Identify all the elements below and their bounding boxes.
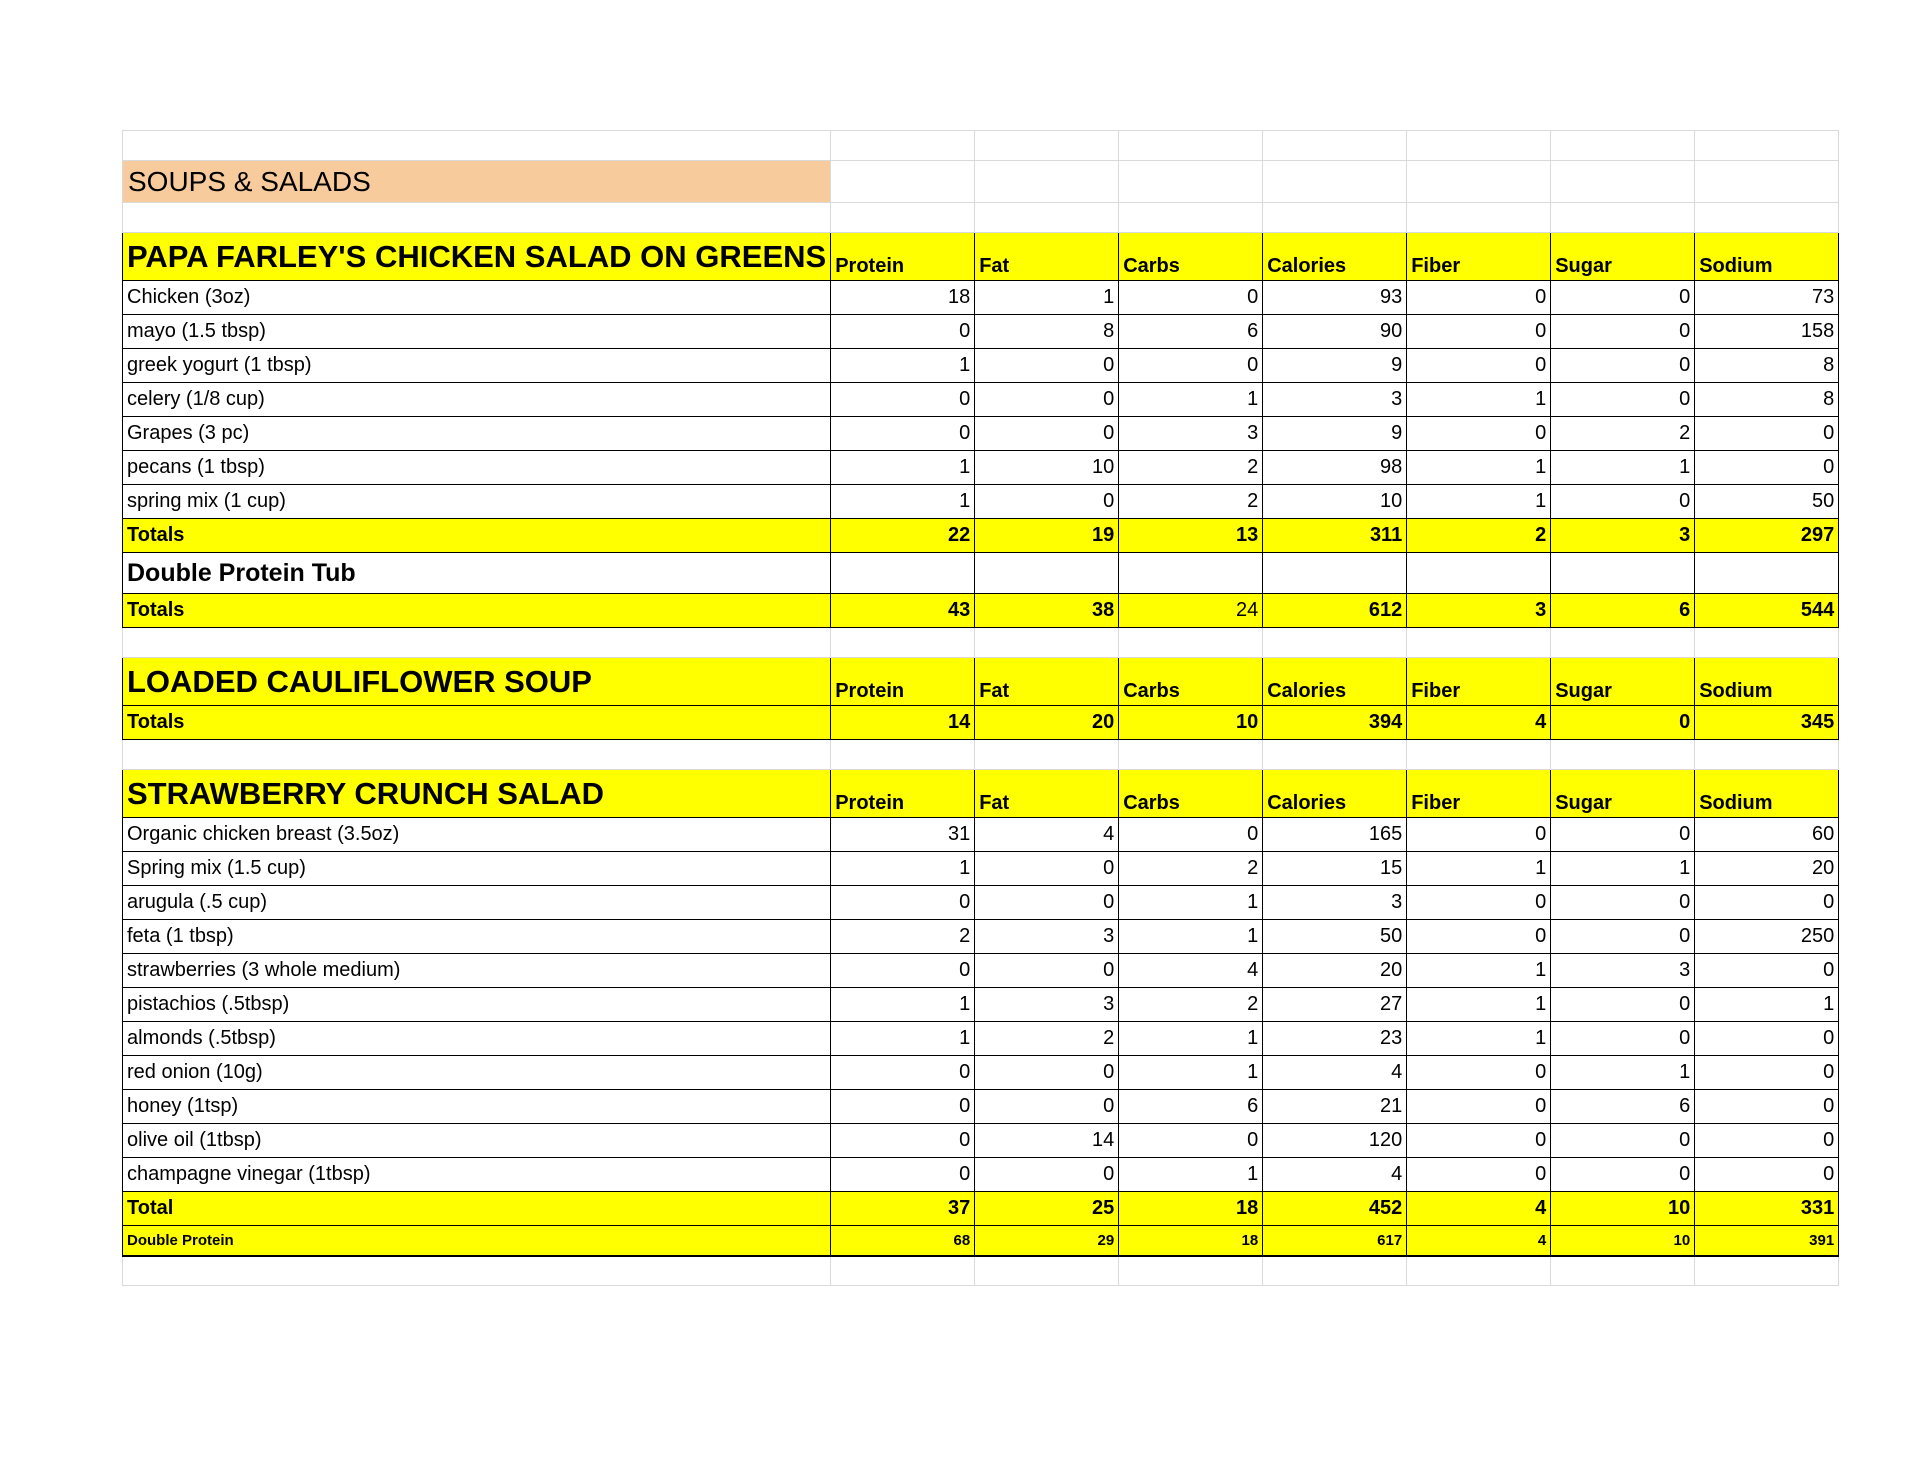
ingredient-name[interactable]: pistachios (.5tbsp) <box>123 988 831 1022</box>
ingredient-name[interactable]: Grapes (3 pc) <box>123 417 831 451</box>
nutrient-value[interactable]: 0 <box>1551 485 1695 519</box>
column-header[interactable]: Sugar <box>1551 770 1695 818</box>
nutrient-value[interactable]: 1 <box>1119 886 1263 920</box>
empty-row <box>123 131 1839 161</box>
column-header[interactable]: Calories <box>1263 658 1407 706</box>
nutrient-value[interactable]: 1 <box>1407 988 1551 1022</box>
nutrient-value[interactable]: 0 <box>1551 988 1695 1022</box>
nutrient-value[interactable]: 0 <box>1407 349 1551 383</box>
ingredient-name[interactable]: strawberries (3 whole medium) <box>123 954 831 988</box>
nutrient-value[interactable]: 0 <box>975 349 1119 383</box>
total-value[interactable]: 4 <box>1407 706 1551 740</box>
nutrient-value[interactable]: 0 <box>975 1056 1119 1090</box>
nutrient-value[interactable]: 165 <box>1263 818 1407 852</box>
total-value[interactable]: 38 <box>975 594 1119 628</box>
column-header[interactable]: Sugar <box>1551 233 1695 281</box>
column-header[interactable]: Fat <box>975 233 1119 281</box>
nutrient-value[interactable]: 0 <box>1407 1124 1551 1158</box>
ingredient-row <box>123 954 1839 988</box>
nutrient-value[interactable]: 0 <box>831 315 975 349</box>
nutrient-value[interactable]: 0 <box>1407 1090 1551 1124</box>
totals-label[interactable]: Total <box>123 1192 831 1226</box>
nutrient-value[interactable]: 0 <box>1119 281 1263 315</box>
nutrient-value[interactable]: 0 <box>1695 954 1839 988</box>
nutrient-value[interactable]: 1 <box>831 1022 975 1056</box>
total-value[interactable]: 311 <box>1263 519 1407 553</box>
recipe-title[interactable]: STRAWBERRY CRUNCH SALAD <box>123 770 831 818</box>
column-header[interactable]: Sodium <box>1695 233 1839 281</box>
nutrient-value[interactable]: 73 <box>1695 281 1839 315</box>
nutrient-value[interactable]: 0 <box>1695 417 1839 451</box>
nutrient-value[interactable]: 0 <box>1551 920 1695 954</box>
nutrient-value[interactable]: 90 <box>1263 315 1407 349</box>
column-header[interactable]: Protein <box>831 658 975 706</box>
total-value[interactable]: 6 <box>1551 594 1695 628</box>
nutrient-value[interactable]: 0 <box>1119 349 1263 383</box>
nutrient-value[interactable]: 4 <box>1119 954 1263 988</box>
nutrient-value[interactable]: 18 <box>831 281 975 315</box>
total-value[interactable]: 345 <box>1695 706 1839 740</box>
nutrient-value[interactable]: 0 <box>975 954 1119 988</box>
total-value[interactable]: 3 <box>1551 519 1695 553</box>
ingredient-name[interactable]: almonds (.5tbsp) <box>123 1022 831 1056</box>
nutrient-value[interactable]: 50 <box>1695 485 1839 519</box>
nutrient-value[interactable]: 8 <box>1695 383 1839 417</box>
nutrient-value[interactable]: 3 <box>1551 954 1695 988</box>
nutrient-value[interactable]: 0 <box>1551 281 1695 315</box>
nutrient-value[interactable]: 0 <box>1551 818 1695 852</box>
nutrient-value[interactable]: 1 <box>1119 1158 1263 1192</box>
nutrient-value[interactable]: 1 <box>975 281 1119 315</box>
total-value[interactable]: 18 <box>1119 1192 1263 1226</box>
nutrient-value[interactable]: 4 <box>975 818 1119 852</box>
nutrient-value[interactable]: 0 <box>1407 417 1551 451</box>
ingredient-name[interactable]: spring mix (1 cup) <box>123 485 831 519</box>
nutrient-value[interactable]: 2 <box>1119 852 1263 886</box>
ingredient-row <box>123 315 1839 349</box>
total-value[interactable]: 3 <box>1407 594 1551 628</box>
column-header[interactable]: Protein <box>831 233 975 281</box>
nutrient-value[interactable]: 0 <box>975 1090 1119 1124</box>
ingredient-row <box>123 920 1839 954</box>
nutrient-value[interactable]: 6 <box>1551 1090 1695 1124</box>
empty-row <box>123 740 1839 770</box>
total-value[interactable]: 394 <box>1263 706 1407 740</box>
nutrient-value[interactable]: 0 <box>1407 886 1551 920</box>
nutrient-value[interactable]: 0 <box>831 417 975 451</box>
empty-row <box>123 1256 1839 1286</box>
nutrient-value[interactable]: 0 <box>831 383 975 417</box>
nutrient-value[interactable]: 1 <box>1407 451 1551 485</box>
nutrient-value[interactable]: 0 <box>1551 349 1695 383</box>
nutrient-value[interactable]: 1 <box>1119 383 1263 417</box>
nutrient-value[interactable]: 0 <box>1695 1158 1839 1192</box>
nutrient-value[interactable]: 0 <box>831 1124 975 1158</box>
recipe-title[interactable]: PAPA FARLEY'S CHICKEN SALAD ON GREENS <box>123 233 831 281</box>
double-protein-row <box>123 1226 1839 1256</box>
total-value[interactable]: 2 <box>1407 519 1551 553</box>
column-header[interactable]: Carbs <box>1119 658 1263 706</box>
nutrient-value[interactable]: 1 <box>1551 1056 1695 1090</box>
recipe-title[interactable]: LOADED CAULIFLOWER SOUP <box>123 658 831 706</box>
ingredient-row <box>123 886 1839 920</box>
column-header[interactable]: Sugar <box>1551 658 1695 706</box>
nutrient-value[interactable]: 0 <box>975 852 1119 886</box>
column-header[interactable]: Fat <box>975 658 1119 706</box>
totals-row <box>123 519 1839 553</box>
ingredient-name[interactable]: honey (1tsp) <box>123 1090 831 1124</box>
nutrient-value[interactable]: 1 <box>831 349 975 383</box>
double-totals-row <box>123 594 1839 628</box>
total-value[interactable]: 20 <box>975 706 1119 740</box>
nutrient-value[interactable]: 0 <box>1551 1124 1695 1158</box>
ingredient-row <box>123 281 1839 315</box>
nutrient-value[interactable]: 0 <box>1407 920 1551 954</box>
total-value[interactable]: 0 <box>1551 706 1695 740</box>
total-value[interactable]: 544 <box>1695 594 1839 628</box>
ingredient-name[interactable]: Organic chicken breast (3.5oz) <box>123 818 831 852</box>
total-value[interactable]: 37 <box>831 1192 975 1226</box>
column-header[interactable]: Calories <box>1263 770 1407 818</box>
nutrient-value[interactable]: 0 <box>1695 1022 1839 1056</box>
nutrient-value[interactable]: 14 <box>975 1124 1119 1158</box>
nutrient-value[interactable]: 1 <box>1407 485 1551 519</box>
empty-row <box>123 628 1839 658</box>
nutrient-value[interactable]: 10 <box>975 451 1119 485</box>
nutrient-value[interactable]: 2 <box>1119 485 1263 519</box>
ingredient-name[interactable]: pecans (1 tbsp) <box>123 451 831 485</box>
nutrient-value[interactable]: 1 <box>1119 1056 1263 1090</box>
nutrient-value[interactable]: 6 <box>1119 1090 1263 1124</box>
nutrient-value[interactable]: 0 <box>1407 818 1551 852</box>
nutrient-value[interactable]: 50 <box>1263 920 1407 954</box>
nutrient-value[interactable]: 60 <box>1695 818 1839 852</box>
column-header[interactable]: Protein <box>831 770 975 818</box>
nutrient-value[interactable]: 0 <box>1407 315 1551 349</box>
nutrient-value[interactable]: 0 <box>831 954 975 988</box>
ingredient-name[interactable]: celery (1/8 cup) <box>123 383 831 417</box>
totals-row <box>123 706 1839 740</box>
nutrient-value[interactable]: 4 <box>1263 1158 1407 1192</box>
ingredient-row <box>123 349 1839 383</box>
ingredient-row <box>123 417 1839 451</box>
column-header[interactable]: Fiber <box>1407 770 1551 818</box>
nutrient-value[interactable]: 8 <box>975 315 1119 349</box>
nutrient-value[interactable]: 158 <box>1695 315 1839 349</box>
nutrient-value[interactable]: 0 <box>831 1090 975 1124</box>
nutrient-value[interactable]: 98 <box>1263 451 1407 485</box>
nutrient-value[interactable]: 2 <box>1119 451 1263 485</box>
nutrient-value[interactable]: 21 <box>1263 1090 1407 1124</box>
nutrient-value[interactable]: 0 <box>831 1158 975 1192</box>
totals-label[interactable]: Totals <box>123 594 831 628</box>
nutrient-value[interactable]: 0 <box>1551 1022 1695 1056</box>
nutrient-value[interactable]: 0 <box>1695 1056 1839 1090</box>
ingredient-name[interactable]: red onion (10g) <box>123 1056 831 1090</box>
nutrient-value[interactable]: 20 <box>1695 852 1839 886</box>
total-value[interactable]: 10 <box>1551 1192 1695 1226</box>
nutrient-value[interactable]: 4 <box>1263 1056 1407 1090</box>
nutrient-value[interactable]: 3 <box>1263 383 1407 417</box>
nutrient-value[interactable]: 0 <box>975 1158 1119 1192</box>
column-header[interactable]: Carbs <box>1119 233 1263 281</box>
nutrient-value[interactable]: 1 <box>831 485 975 519</box>
nutrient-value[interactable]: 0 <box>1407 281 1551 315</box>
nutrition-spreadsheet <box>122 130 1839 1286</box>
ingredient-name[interactable]: feta (1 tbsp) <box>123 920 831 954</box>
nutrient-value[interactable]: 1 <box>1407 852 1551 886</box>
nutrient-value[interactable]: 0 <box>831 1056 975 1090</box>
nutrient-value[interactable]: 15 <box>1263 852 1407 886</box>
total-row <box>123 1192 1839 1226</box>
nutrient-value[interactable]: 0 <box>1407 1158 1551 1192</box>
total-value[interactable]: 4 <box>1407 1226 1551 1256</box>
total-value[interactable]: 43 <box>831 594 975 628</box>
nutrient-value[interactable]: 3 <box>975 988 1119 1022</box>
nutrient-value[interactable]: 0 <box>1551 315 1695 349</box>
total-value[interactable]: 22 <box>831 519 975 553</box>
total-value[interactable]: 617 <box>1263 1226 1407 1256</box>
nutrient-value[interactable]: 0 <box>1119 818 1263 852</box>
ingredient-row <box>123 1124 1839 1158</box>
total-value[interactable]: 4 <box>1407 1192 1551 1226</box>
nutrient-value[interactable]: 1 <box>1407 1022 1551 1056</box>
empty-row <box>123 203 1839 233</box>
nutrient-value[interactable]: 1 <box>1407 383 1551 417</box>
nutrient-value[interactable]: 10 <box>1263 485 1407 519</box>
nutrient-value[interactable]: 0 <box>1695 1124 1839 1158</box>
total-value[interactable]: 14 <box>831 706 975 740</box>
ingredient-row <box>123 383 1839 417</box>
total-value[interactable]: 452 <box>1263 1192 1407 1226</box>
nutrient-value[interactable]: 0 <box>1551 1158 1695 1192</box>
ingredient-row <box>123 988 1839 1022</box>
totals-label[interactable]: Double Protein <box>123 1226 831 1256</box>
total-value[interactable]: 68 <box>831 1226 975 1256</box>
ingredient-name[interactable]: Chicken (3oz) <box>123 281 831 315</box>
nutrient-value[interactable]: 250 <box>1695 920 1839 954</box>
total-value[interactable]: 331 <box>1695 1192 1839 1226</box>
column-header[interactable]: Fiber <box>1407 658 1551 706</box>
nutrient-value[interactable]: 0 <box>1695 1090 1839 1124</box>
nutrient-value[interactable]: 0 <box>975 485 1119 519</box>
nutrient-value[interactable]: 1 <box>1407 954 1551 988</box>
recipe-header-row <box>123 233 1839 281</box>
total-value[interactable]: 18 <box>1119 1226 1263 1256</box>
total-value[interactable]: 24 <box>1119 594 1263 628</box>
nutrient-value[interactable]: 0 <box>1551 886 1695 920</box>
recipe-header-row <box>123 658 1839 706</box>
nutrient-value[interactable]: 0 <box>1695 886 1839 920</box>
nutrient-value[interactable]: 2 <box>975 1022 1119 1056</box>
ingredient-name[interactable]: greek yogurt (1 tbsp) <box>123 349 831 383</box>
total-value[interactable]: 29 <box>975 1226 1119 1256</box>
column-header[interactable]: Fat <box>975 770 1119 818</box>
nutrient-value[interactable]: 120 <box>1263 1124 1407 1158</box>
nutrient-value[interactable]: 9 <box>1263 349 1407 383</box>
nutrient-value[interactable]: 0 <box>1407 1056 1551 1090</box>
nutrient-value[interactable]: 2 <box>1119 988 1263 1022</box>
ingredient-row <box>123 1158 1839 1192</box>
nutrient-value[interactable]: 0 <box>1551 383 1695 417</box>
nutrient-value[interactable]: 2 <box>831 920 975 954</box>
nutrient-value[interactable]: 3 <box>1263 886 1407 920</box>
ingredient-row <box>123 1090 1839 1124</box>
nutrient-value[interactable]: 1 <box>1551 852 1695 886</box>
nutrient-value[interactable]: 0 <box>1695 451 1839 485</box>
nutrient-value[interactable]: 9 <box>1263 417 1407 451</box>
nutrient-value[interactable]: 0 <box>975 383 1119 417</box>
column-header[interactable]: Carbs <box>1119 770 1263 818</box>
nutrient-value[interactable]: 23 <box>1263 1022 1407 1056</box>
nutrient-value[interactable]: 0 <box>1119 1124 1263 1158</box>
ingredient-name[interactable]: arugula (.5 cup) <box>123 886 831 920</box>
ingredient-name[interactable]: Spring mix (1.5 cup) <box>123 852 831 886</box>
double-protein-title-row <box>123 553 1839 594</box>
section-row <box>123 161 1839 203</box>
ingredient-row <box>123 485 1839 519</box>
nutrient-value[interactable]: 27 <box>1263 988 1407 1022</box>
ingredient-name[interactable]: olive oil (1tbsp) <box>123 1124 831 1158</box>
nutrient-value[interactable]: 1 <box>1695 988 1839 1022</box>
nutrient-value[interactable]: 1 <box>1119 920 1263 954</box>
total-value[interactable]: 10 <box>1551 1226 1695 1256</box>
ingredient-row <box>123 818 1839 852</box>
ingredient-name[interactable]: mayo (1.5 tbsp) <box>123 315 831 349</box>
total-value[interactable]: 297 <box>1695 519 1839 553</box>
double-protein-title[interactable]: Double Protein Tub <box>123 553 831 594</box>
recipe-header-row <box>123 770 1839 818</box>
nutrient-value[interactable]: 1 <box>831 852 975 886</box>
total-value[interactable]: 612 <box>1263 594 1407 628</box>
nutrient-value[interactable]: 1 <box>1551 451 1695 485</box>
nutrient-value[interactable]: 3 <box>975 920 1119 954</box>
nutrient-value[interactable]: 31 <box>831 818 975 852</box>
total-value[interactable]: 13 <box>1119 519 1263 553</box>
total-value[interactable]: 25 <box>975 1192 1119 1226</box>
total-value[interactable]: 10 <box>1119 706 1263 740</box>
nutrient-value[interactable]: 3 <box>1119 417 1263 451</box>
nutrient-value[interactable]: 1 <box>1119 1022 1263 1056</box>
total-value[interactable]: 391 <box>1695 1226 1839 1256</box>
nutrient-value[interactable]: 1 <box>831 451 975 485</box>
nutrient-value[interactable]: 2 <box>1551 417 1695 451</box>
nutrient-value[interactable]: 93 <box>1263 281 1407 315</box>
column-header[interactable]: Sodium <box>1695 770 1839 818</box>
nutrient-value[interactable]: 20 <box>1263 954 1407 988</box>
ingredient-row <box>123 451 1839 485</box>
nutrient-value[interactable]: 0 <box>975 886 1119 920</box>
total-value[interactable]: 19 <box>975 519 1119 553</box>
ingredient-row <box>123 1022 1839 1056</box>
nutrient-value[interactable]: 6 <box>1119 315 1263 349</box>
nutrient-value[interactable]: 0 <box>975 417 1119 451</box>
section-title[interactable]: SOUPS & SALADS <box>123 161 831 203</box>
ingredient-row <box>123 852 1839 886</box>
nutrient-value[interactable]: 0 <box>831 886 975 920</box>
column-header[interactable]: Calories <box>1263 233 1407 281</box>
column-header[interactable]: Fiber <box>1407 233 1551 281</box>
ingredient-name[interactable]: champagne vinegar (1tbsp) <box>123 1158 831 1192</box>
nutrient-value[interactable]: 1 <box>831 988 975 1022</box>
column-header[interactable]: Sodium <box>1695 658 1839 706</box>
ingredient-row <box>123 1056 1839 1090</box>
totals-label[interactable]: Totals <box>123 706 831 740</box>
totals-label[interactable]: Totals <box>123 519 831 553</box>
nutrient-value[interactable]: 8 <box>1695 349 1839 383</box>
